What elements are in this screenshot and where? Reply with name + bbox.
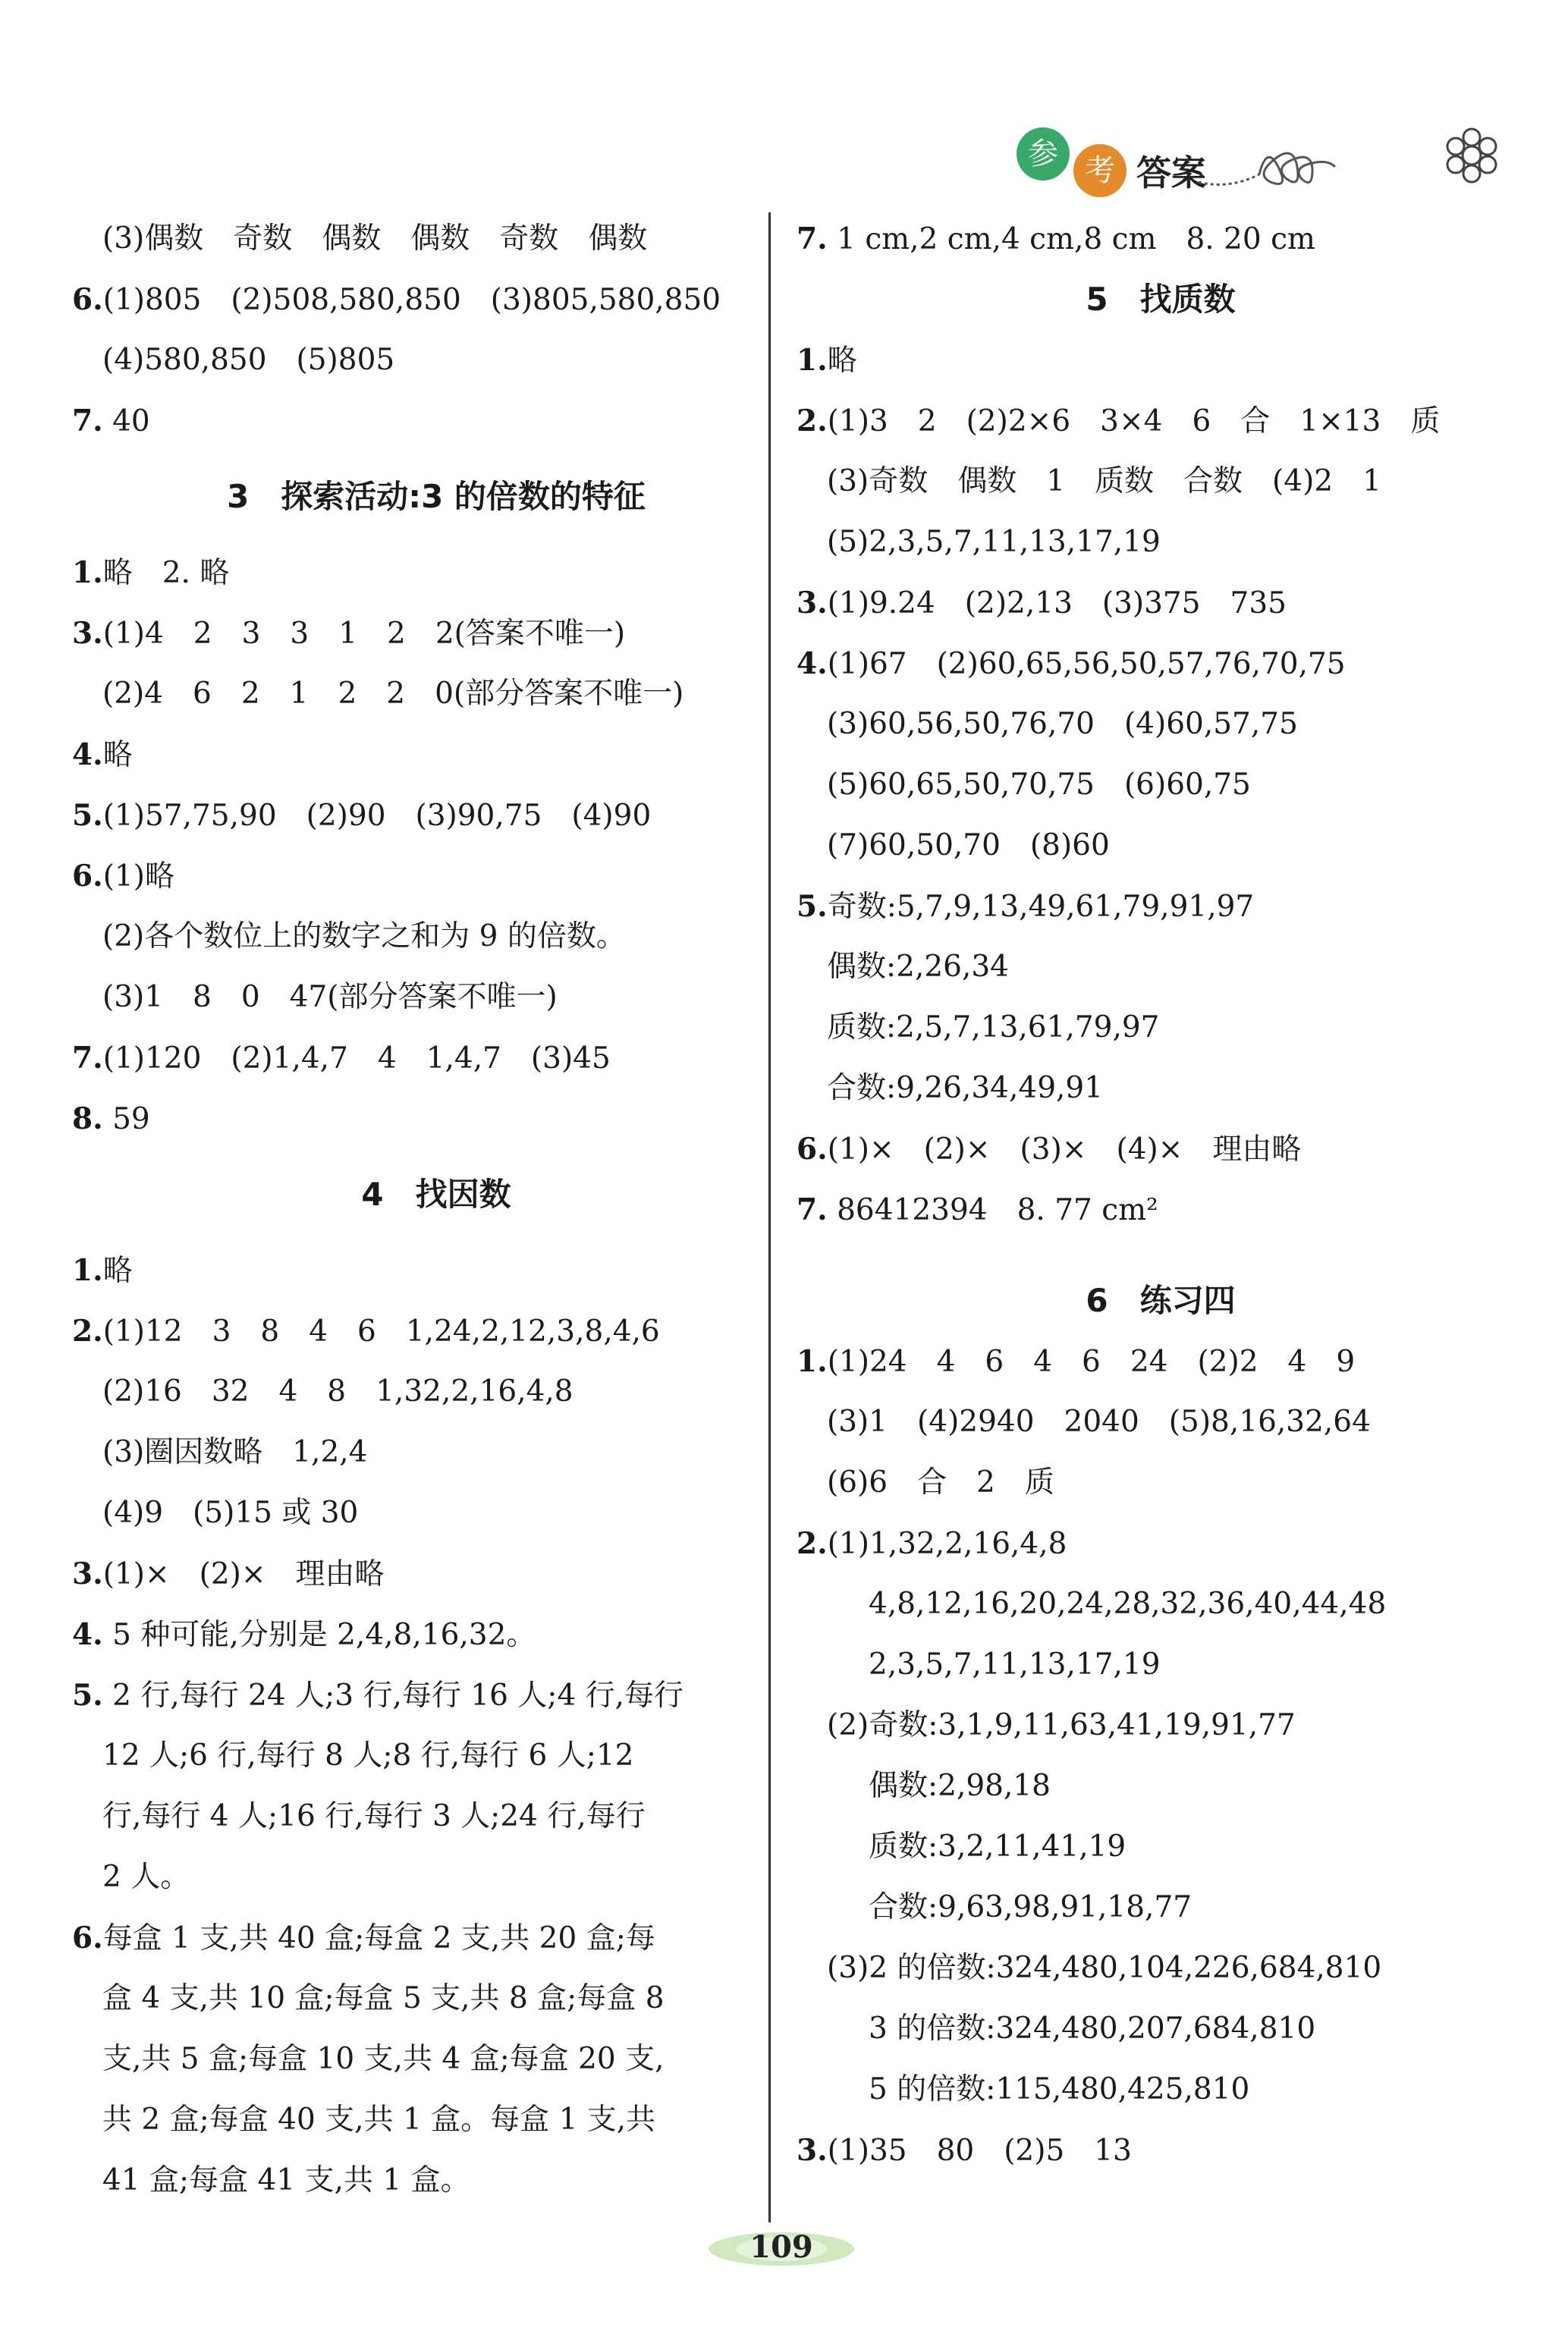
answer-text: 5 种可能,分别是 2,4,8,16,32。 xyxy=(102,1618,536,1652)
answer-line xyxy=(869,2063,1249,2116)
question-number: 4. xyxy=(72,1617,103,1652)
answer-text: (3)1 8 0 47(部分答案不唯一) xyxy=(102,980,558,1014)
answer-line xyxy=(102,1851,190,1904)
answer-text: (3)1 (4)2940 2040 (5)8,16,32,64 xyxy=(827,1405,1371,1439)
question-number: 5. xyxy=(72,1678,103,1713)
answer-text: 质数:2,5,7,13,61,79,97 xyxy=(827,1010,1160,1044)
answer-text: (3)60,56,50,76,70 (4)60,57,75 xyxy=(827,707,1298,741)
answer-text: (1)9.24 (2)2,13 (3)375 735 xyxy=(827,586,1287,620)
section-heading: 5 找质数 xyxy=(1086,281,1236,318)
answer-text: 59 xyxy=(102,1102,150,1136)
answer-text: (1)1,32,2,16,4,8 xyxy=(827,1527,1067,1561)
answer-line xyxy=(827,1699,1296,1752)
question-number: 3. xyxy=(797,586,828,620)
answer-line xyxy=(797,1335,1355,1388)
answer-line xyxy=(72,607,625,660)
answer-line xyxy=(72,728,133,781)
answer-text: 偶数:2,98,18 xyxy=(869,1769,1051,1803)
question-number: 4. xyxy=(72,737,103,772)
answer-line xyxy=(797,212,1315,265)
answer-line xyxy=(102,212,647,265)
answer-text: (1)12 3 8 4 6 1,24,2,12,3,8,4,6 xyxy=(102,1315,660,1349)
answer-text: (1)略 xyxy=(102,859,174,894)
question-number: 2. xyxy=(72,1314,103,1349)
question-number: 2. xyxy=(797,404,828,438)
answer-text: (1)35 80 (2)5 13 xyxy=(827,2134,1132,2168)
answer-line xyxy=(102,2033,665,2086)
answer-text: 支,共 5 盒;每盒 10 支,共 4 盒;每盒 20 支, xyxy=(102,2042,665,2076)
answer-line xyxy=(827,1062,1103,1115)
question-number: 6. xyxy=(72,859,103,894)
answer-text: 3 的倍数:324,480,207,684,810 xyxy=(869,2012,1316,2046)
answer-line xyxy=(869,1578,1386,1631)
answer-line xyxy=(72,546,229,599)
answer-line xyxy=(827,941,1009,994)
answer-text: (3)偶数 奇数 偶数 偶数 奇数 偶数 xyxy=(102,221,648,256)
answer-line xyxy=(102,1365,573,1418)
answer-line xyxy=(72,1032,611,1085)
answer-line xyxy=(102,1972,665,2025)
answer-line xyxy=(797,394,1440,448)
answer-line xyxy=(72,1608,536,1661)
answer-text: (1)× (2)× 理由略 xyxy=(102,1557,385,1591)
answer-text: (1)67 (2)60,65,56,50,57,76,70,75 xyxy=(827,647,1346,681)
answer-line xyxy=(102,971,558,1024)
answer-text: 共 2 盒;每盒 40 支,共 1 盒。每盒 1 支,共 xyxy=(102,2103,656,2137)
answer-line xyxy=(827,1396,1371,1449)
answer-line xyxy=(869,1881,1192,1934)
answer-text: 1 cm,2 cm,4 cm,8 cm 8. 20 cm xyxy=(827,222,1315,256)
answer-line xyxy=(72,273,721,326)
answer-text: 质数:3,2,11,41,19 xyxy=(869,1830,1127,1864)
answer-line xyxy=(797,1183,1158,1236)
answer-line xyxy=(797,576,1287,630)
answer-text: (2)4 6 2 1 2 2 0(部分答案不唯一) xyxy=(102,677,684,711)
answer-text: 略 xyxy=(827,344,857,378)
answer-text: (1)120 (2)1,4,7 4 1,4,7 (3)45 xyxy=(102,1041,611,1076)
answer-text: (1)24 4 6 4 6 24 (2)2 4 9 xyxy=(827,1345,1356,1379)
answer-line xyxy=(827,819,1110,872)
answer-text: 盒 4 支,共 10 盒;每盒 5 支,共 8 盒;每盒 8 xyxy=(102,1981,665,2015)
answer-line xyxy=(102,1729,634,1783)
section-heading: 3 探索活动:3 的倍数的特征 xyxy=(227,478,646,515)
answer-text: 86412394 8. 77 cm² xyxy=(827,1193,1158,1227)
answer-text: 合数:9,63,98,91,18,77 xyxy=(869,1890,1192,1924)
answer-text: 偶数:2,26,34 xyxy=(827,950,1009,984)
page-number: 109 xyxy=(749,2229,813,2265)
question-number: 8. xyxy=(72,1101,103,1136)
answer-line xyxy=(102,910,626,963)
answer-line xyxy=(827,698,1298,751)
question-number: 5. xyxy=(72,798,103,833)
answer-text: (3)2 的倍数:324,480,104,226,684,810 xyxy=(827,1951,1382,1985)
answer-text: 2,3,5,7,11,13,17,19 xyxy=(869,1648,1161,1682)
answer-line xyxy=(797,1517,1067,1570)
answer-line xyxy=(869,1760,1051,1813)
answer-line xyxy=(72,850,174,903)
answer-line xyxy=(102,1426,367,1479)
answer-text: (1)4 2 3 3 1 2 2(答案不唯一) xyxy=(102,617,626,651)
question-number: 4. xyxy=(797,646,828,681)
answer-line xyxy=(827,1942,1381,1995)
answer-line xyxy=(72,1092,150,1145)
page-header xyxy=(1001,114,1517,205)
answer-text: (2)奇数:3,1,9,11,63,41,19,91,77 xyxy=(827,1708,1296,1742)
answer-text: 41 盒;每盒 41 支,共 1 盒。 xyxy=(102,2163,470,2197)
header-title: 答案 xyxy=(1136,152,1206,193)
question-number: 7. xyxy=(797,1192,828,1227)
answer-text: 行,每行 4 人;16 行,每行 3 人;24 行,每行 xyxy=(102,1799,646,1833)
answer-line xyxy=(102,1487,358,1540)
answer-text: (5)2,3,5,7,11,13,17,19 xyxy=(827,525,1161,559)
answer-text: 略 xyxy=(102,738,133,772)
section-heading: 4 找因数 xyxy=(361,1176,511,1213)
answer-line xyxy=(869,1820,1126,1874)
answer-text: 12 人;6 行,每行 8 人;8 行,每行 6 人;12 xyxy=(102,1739,634,1773)
question-number: 3. xyxy=(72,1556,103,1591)
answer-line xyxy=(797,334,857,387)
answer-text: 略 2. 略 xyxy=(102,556,230,590)
answer-text: (3)圈因数略 1,2,4 xyxy=(102,1435,368,1469)
question-number: 7. xyxy=(72,1041,103,1076)
question-number: 6. xyxy=(72,282,103,317)
answer-line xyxy=(827,516,1161,569)
answer-text: (4)580,850 (5)805 xyxy=(102,343,395,377)
question-number: 1. xyxy=(72,1253,103,1288)
question-number: 1. xyxy=(797,1344,828,1379)
answer-text: (1)57,75,90 (2)90 (3)90,75 (4)90 xyxy=(102,799,652,833)
answer-text: (1)805 (2)508,580,850 (3)805,580,850 xyxy=(102,283,721,317)
answer-line xyxy=(827,455,1381,508)
answer-text: 合数:9,26,34,49,91 xyxy=(827,1071,1104,1105)
question-number: 5. xyxy=(797,889,828,924)
answer-line xyxy=(72,1669,683,1722)
answer-text: 2 人。 xyxy=(102,1860,190,1894)
answer-line xyxy=(102,334,394,387)
answer-line xyxy=(102,2094,655,2147)
answer-text: (2)各个数位上的数字之和为 9 的倍数。 xyxy=(102,919,626,953)
answer-line xyxy=(869,1638,1161,1691)
answer-text: 4,8,12,16,20,24,28,32,36,40,44,48 xyxy=(869,1587,1387,1621)
answer-line xyxy=(797,880,1254,933)
answer-text: 每盒 1 支,共 40 盒;每盒 2 支,共 20 盒;每 xyxy=(102,1921,655,1955)
answer-line xyxy=(797,2124,1132,2177)
answer-line xyxy=(827,1456,1054,1509)
answer-line xyxy=(102,667,683,721)
header-badge-kao: 考 xyxy=(1073,144,1127,197)
question-number: 6. xyxy=(72,1921,103,1955)
answer-line xyxy=(869,2002,1315,2056)
question-number: 7. xyxy=(797,221,828,256)
answer-text: 40 xyxy=(102,404,150,438)
answer-text: (5)60,65,50,70,75 (6)60,75 xyxy=(827,768,1251,802)
answer-line xyxy=(797,637,1346,690)
page-number-badge xyxy=(705,2226,857,2272)
answer-text: (2)16 32 4 8 1,32,2,16,4,8 xyxy=(102,1374,573,1409)
answer-text: (4)9 (5)15 或 30 xyxy=(102,1496,359,1530)
answer-text: 2 行,每行 24 人;3 行,每行 16 人;4 行,每行 xyxy=(102,1679,684,1713)
answer-line xyxy=(797,1123,1301,1176)
answer-line xyxy=(102,2154,470,2207)
question-number: 3. xyxy=(797,2133,828,2168)
answer-text: (1)× (2)× (3)× (4)× 理由略 xyxy=(827,1132,1302,1167)
question-number: 1. xyxy=(72,555,103,590)
answer-line xyxy=(102,1790,646,1843)
question-number: 6. xyxy=(797,1132,828,1167)
flower-decoration-icon xyxy=(1199,121,1502,205)
answer-text: 5 的倍数:115,480,425,810 xyxy=(869,2072,1250,2106)
question-number: 3. xyxy=(72,616,103,651)
answer-text: 奇数:5,7,9,13,49,61,79,91,97 xyxy=(827,890,1255,924)
answer-line xyxy=(72,789,651,842)
answer-text: (3)奇数 偶数 1 质数 合数 (4)2 1 xyxy=(827,464,1381,498)
question-number: 7. xyxy=(72,404,103,438)
question-number: 1. xyxy=(797,343,828,378)
answer-line xyxy=(72,1305,660,1358)
answer-line xyxy=(72,394,150,448)
answer-line xyxy=(827,1001,1159,1054)
answer-text: (1)3 2 (2)2×6 3×4 6 合 1×13 质 xyxy=(827,404,1441,438)
answer-line xyxy=(72,1244,133,1297)
answer-line xyxy=(72,1547,385,1600)
answer-text: 略 xyxy=(102,1254,133,1288)
header-badge-can: 参 xyxy=(1017,127,1070,181)
answer-text: (6)6 合 2 质 xyxy=(827,1465,1054,1500)
section-heading: 6 练习四 xyxy=(1086,1282,1236,1319)
answer-text: (7)60,50,70 (8)60 xyxy=(827,828,1110,862)
answer-line xyxy=(827,759,1251,812)
answer-line xyxy=(72,1911,655,1965)
question-number: 2. xyxy=(797,1526,828,1561)
